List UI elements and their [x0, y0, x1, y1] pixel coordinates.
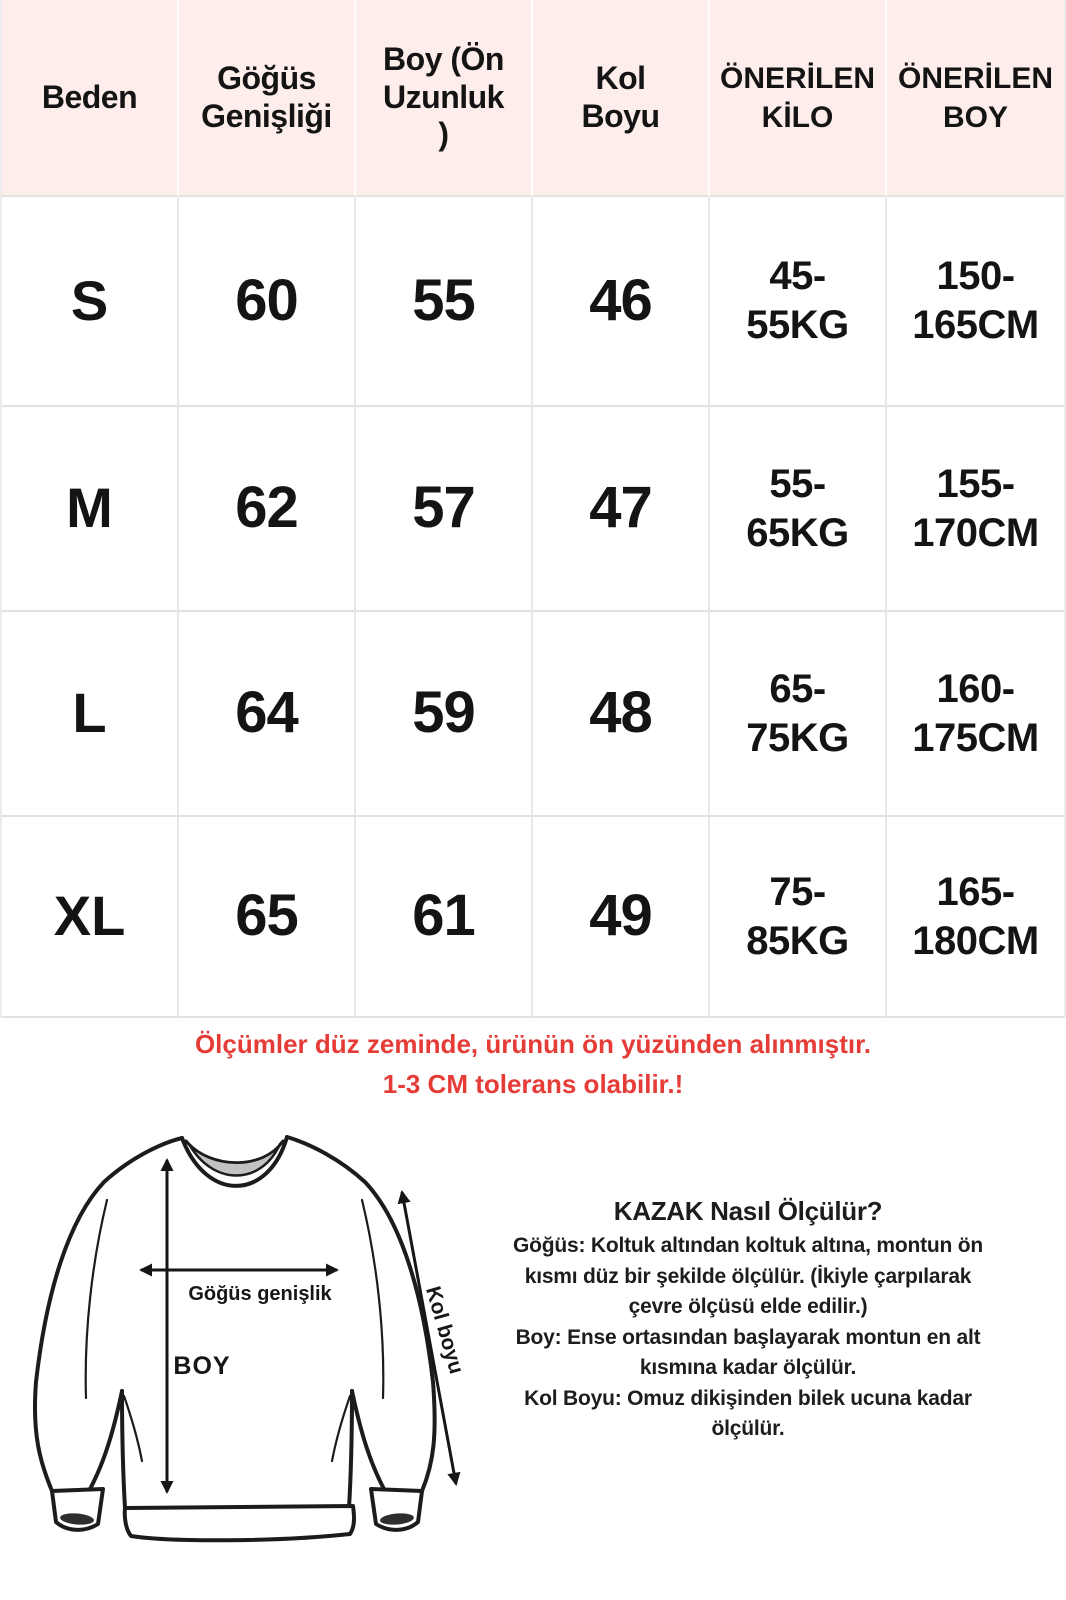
header-label: Göğüs Genişliği	[201, 59, 332, 134]
table-cell-chest: 65	[179, 817, 356, 1018]
table-cell-height: 160-175CM	[887, 612, 1064, 817]
how-to-sleeve: Kol Boyu: Omuz dikişinden bilek ucuna kadar ölçülür.	[524, 1386, 972, 1440]
table-cell-chest: 62	[179, 407, 356, 612]
measurement-notes	[0, 1018, 1066, 1104]
sleeve-arrow-label: Kol boyu	[421, 1283, 468, 1377]
table-cell-chest: 60	[179, 197, 356, 407]
header-label: ÖNERİLEN BOY	[897, 61, 1053, 134]
sweater-measurement-diagram	[8, 1104, 500, 1600]
table-cell-chest: 64	[179, 612, 356, 817]
header-label: ÖNERİLEN KİLO	[719, 61, 875, 134]
note-line-1: Ölçümler düz zeminde, ürünün ön yüzünden alınmıştır.	[194, 1029, 872, 1059]
table-cell-size: L	[2, 612, 179, 817]
table-cell-sleeve: 46	[533, 197, 710, 407]
header-label: Kol Boyu	[581, 59, 660, 134]
table-cell-height: 155-170CM	[887, 407, 1064, 612]
table-cell-length: 55	[356, 197, 533, 407]
header-beden	[2, 0, 179, 197]
how-to-length: Boy: Ense ortasından başlayarak montun en alt kısmına kadar ölçülür.	[515, 1325, 981, 1379]
table-cell-sleeve: 47	[533, 407, 710, 612]
fold-lines	[86, 1200, 384, 1461]
table-cell-weight: 55-65KG	[710, 407, 887, 612]
length-arrow-label: BOY	[173, 1352, 231, 1380]
table-cell-sleeve: 49	[533, 817, 710, 1018]
header-onerilen-kilo	[710, 0, 887, 197]
note-line-2: 1-3 CM tolerans olabilir.!	[382, 1069, 684, 1099]
header-label: Boy (Ön Uzunluk )	[383, 40, 504, 153]
table-cell-size: XL	[2, 817, 179, 1018]
table-cell-height: 165-180CM	[887, 817, 1064, 1018]
table-cell-weight: 45-55KG	[710, 197, 887, 407]
table-cell-sleeve: 48	[533, 612, 710, 817]
table-cell-length: 57	[356, 407, 533, 612]
table-cell-height: 150-165CM	[887, 197, 1064, 407]
table-cell-weight: 65-75KG	[710, 612, 887, 817]
table-cell-weight: 75-85KG	[710, 817, 887, 1018]
header-onerilen-boy	[887, 0, 1064, 197]
sweater-outline	[35, 1137, 435, 1540]
header-gogus-genisligi	[179, 0, 356, 197]
how-to-measure	[498, 1196, 998, 1445]
how-to-title: KAZAK Nasıl Ölçülür?	[613, 1196, 883, 1226]
header-label: Beden	[41, 78, 138, 115]
header-kol-boyu	[533, 0, 710, 197]
table-cell-length: 59	[356, 612, 533, 817]
measurement-arrows	[141, 1160, 456, 1492]
table-cell-length: 61	[356, 817, 533, 1018]
sweater-line-art	[8, 1104, 500, 1600]
header-boy-on-uzunluk	[356, 0, 533, 197]
table-cell-size: S	[2, 197, 179, 407]
chest-arrow-label: Göğüs genişlik	[188, 1283, 332, 1305]
table-cell-size: M	[2, 407, 179, 612]
how-to-chest: Göğüs: Koltuk altından koltuk altına, montun ön kısmı düz bir şekilde ölçülür. (İkiyle çarpılarak çevre ölçüsü elde edilir.)	[512, 1234, 984, 1318]
